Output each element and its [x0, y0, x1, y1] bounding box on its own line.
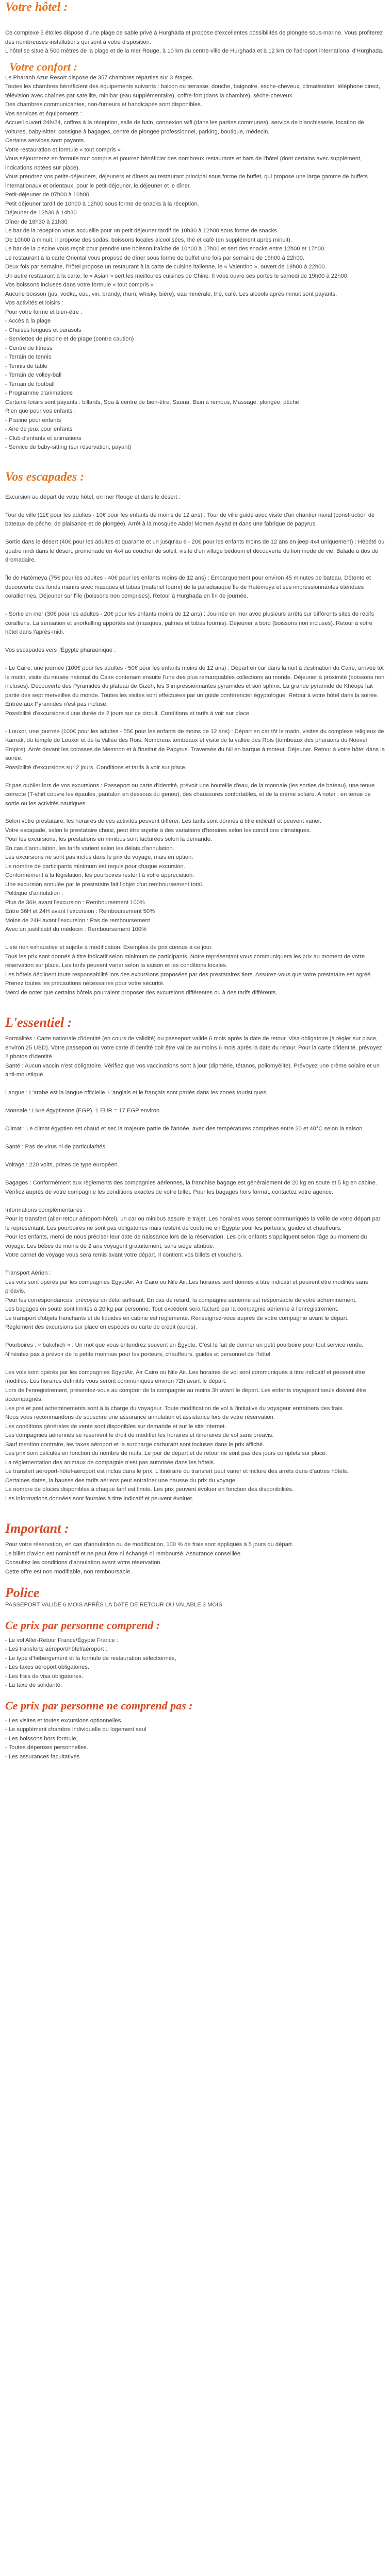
price-excludes-item: - Le supplément chambre individuelle ou logement seul	[5, 1726, 146, 1733]
room-detail-line: - Service de baby-sitting (sur réservation, payant)	[5, 444, 132, 450]
essentials-line: Pour les enfants, merci de nous préciser leur date de naissance lors de la réservation. Les prix enfants s'appliquent selon l'âge au moment du voyage. Les bébés de moins de 2 ans voyagent gratuitement, sans siège attribué.	[5, 1234, 367, 1249]
excursion-line	[5, 601, 386, 611]
room-detail-line: Aucune boisson (jus, vodka, eau, vin, brandy, rhum, whisky, bière), eau minérale, thé, café. Les alcools après minuit sont payants.	[5, 291, 337, 297]
essentials-line: Les bagages en soute sont limités à 20 kg par personne. Tout excédent sera facturé par la compagnie aérienne à l'enregistrement.	[5, 1306, 339, 1312]
essentials-line: Informations complémentaires :	[5, 1207, 86, 1213]
essentials-list	[5, 1035, 386, 1503]
excursion-info-line: Conformément à la législation, les pourboires restent à votre appréciation.	[5, 872, 194, 878]
hotel-location: L'hôtel se situe à 500 mètres de la plage et de la mer Rouge, à 10 km du centre-ville de Hurghada et à 12 km de l'aéroport international d'Hurghada.	[5, 48, 384, 54]
price-includes-item: - Les transferts aéroport/hôtel/aéroport :	[5, 1646, 107, 1652]
hotel-intro: Ce complexe 5 étoiles dispose d'une plage de sable privé à Hurghada et propose d'excellentes possibilités de plongée sous-marine. Vous profiterez des nombreuses installations qui sont à votre disposition.	[5, 30, 383, 45]
room-detail-line: - Terrain de volley-ball	[5, 372, 62, 378]
excursion-line: Vos escapades vers l'Égypte pharaonique :	[5, 647, 116, 653]
excursion-line: Possibilité d'excursions sur 2 jours. Conditions et tarifs à voir sur place.	[5, 764, 187, 771]
essentials-line: Pour le transfert (aller-retour aéroport-hôtel), un car ou minibus assure le trajet. Les horaires vous seront communiqués la veille de votre départ par le représentant. Les pourboires ne sont pas obligatoires mais restent de coutume en Égypte pour les porteurs, guides et chauffeurs.	[5, 1216, 381, 1231]
essentials-line: Formalités : Carte nationale d'identité (en cours de validité) ou passeport valide 6 mois après la date de retour. Visa obligatoire (à régler sur place, environ 25 USD). Votre passeport ou votre carte d'identité doit être valide au moins 6 mois après la date du retour. Pour la carte d'identité, prévoyez 2 photos d'identité.	[5, 1036, 382, 1060]
price-includes-item: - La taxe de solidarité.	[5, 1682, 62, 1688]
essentials-line: Nous vous recommandons de souscrire une assurance annulation et assistance lors de votre réservation.	[5, 1414, 275, 1420]
essentials-line: Pourboires : « bakchich » : Un mot que vous entendrez souvent en Égypte. C'est le fait de donner un petit pourboire pour tout service rendu. N'hésitez pas à prévoir de la petite monnaie pour les porteurs, chauffeurs, guides et personnel de l'hôtel.	[5, 1342, 364, 1358]
room-detail-line: Vos services et équipements :	[5, 110, 82, 117]
excursion-line	[5, 529, 386, 538]
police-title: Police	[5, 1585, 40, 1600]
room-detail-line: - Centre de fitness	[5, 345, 53, 351]
price-excludes-item: - Les boissons hors formule,	[5, 1735, 78, 1742]
essentials-line: Les conditions générales de vente sont disponibles sur demande et sur le site internet.	[5, 1423, 226, 1430]
price-excludes-list	[5, 1717, 386, 1762]
excursion-info-line: Avec un justificatif du médecin : Remboursement 100%	[5, 926, 147, 933]
room-detail-line: - Terrain de football	[5, 381, 55, 387]
essentials-line: Langue : L'arabe est la langue officielle. L'anglais et le français sont parlés dans les zones touristiques.	[5, 1090, 268, 1096]
essentials-line: Les informations données sont fournies à titre indicatif et peuvent évoluer.	[5, 1495, 194, 1502]
excursion-line	[5, 718, 386, 727]
excursion-info-line: Votre escapade, selon le prestataire choisi, peut être sujette à des variations d'horaires selon les conditions climatiques.	[5, 827, 311, 834]
essentials-line: Les prix sont calculés en fonction du nombre de nuits. Le jour de départ et de retour ne sont pas des jours complets sur place.	[5, 1450, 327, 1456]
essentials-line: Certaines dates, la hausse des tarifs aériens peut entraîner une hausse du prix du voyage.	[5, 1477, 237, 1484]
essentials-line	[5, 1332, 386, 1342]
excursion-line: Excursion au départ de votre hôtel, en mer Rouge et dans le désert :	[5, 494, 181, 500]
essentials-line	[5, 1098, 386, 1107]
essentials-line: Votre carnet de voyage vous sera remis avant votre départ. Il contient vos billets et vouchers.	[5, 1252, 243, 1258]
price-includes-list	[5, 1636, 386, 1690]
room-detail-line: Deux fois par semaine, l'hôtel propose un restaurant à la carte de cuisine italienne, le « Valentino », ouvert de 19h00 à 22h00.	[5, 264, 327, 270]
essentials-line: Bagages : Conformément aux règlements des compagnies aériennes, la franchise bagage est généralement de 20 kg en soute et 5 kg en cabine. Vérifiez auprès de votre compagnie les conditions exactes de votre billet. Pour les bagages hors format, contactez votre agence.	[5, 1180, 377, 1195]
essentials-line	[5, 1260, 386, 1269]
essentials-line: Les vols sont opérés par les compagnies EgyptAir, Air Cairo ou Nile Air. Les horaires de vol sont communiqués à titre indicatif et peuvent être modifiés. Les horaires définitifs vous seront communiqués environ 72h avant le départ.	[5, 1369, 365, 1384]
price-excludes-title: Ce prix par personne ne comprend pas :	[5, 1699, 193, 1712]
excursion-info-line: Politique d'annulation :	[5, 890, 63, 896]
essentials-line: Santé : Aucun vaccin n'est obligatoire. Vérifiez que vos vaccinations sont à jour (diphtérie, tétanos, poliomyélite). Prévoyez une crème solaire et un anti-moustique.	[5, 1062, 380, 1078]
room-detail-line: Vos activités et loisirs :	[5, 300, 63, 306]
room-section-title: Votre confort :	[9, 60, 77, 73]
price-excludes-item: - Les assurances facultatives	[5, 1753, 80, 1760]
essentials-line	[5, 1152, 386, 1161]
excursion-line: Et pas oublier lors de vos excursions : Passeport ou carte d'identité, prévoir une bouteille d'eau, de la monnaie (les sorties de bateau), une tenue correcte (T-shirt couvre les épaules, pantalon en dessous du genou), des chaussures confortables, et de la crème solaire. A noter : en tenue de sortie ou les activités nautiques.	[5, 782, 375, 807]
excursion-list	[5, 493, 386, 809]
room-detail-line: Pour votre forme et bien-être :	[5, 309, 83, 315]
price-includes-title: Ce prix par personne comprend :	[5, 1618, 160, 1632]
price-includes-item: - Le vol Aller-Retour France/Égypte France :	[5, 1637, 118, 1643]
room-detail-line: Toutes les chambres bénéficient des équipements suivants : balcon ou terrasse, douche, baignoire, sèche-cheveux, climatisation, téléphone direct, télévision avec chaînes par satellite, minibar (eau supplémentaire), coffre-fort (dans la chambre), sèche-cheveux.	[5, 83, 380, 99]
excursion-line: Sortie dans le désert (40€ pour les adultes et quarante et un jusqu'au 6 - 20€ pour les enfants moins de 12 ans en jeep 4x4 uniquement) : Hébété ou quatre rindi dans le désert, promenade en 4x4 au coucher de soleil, visite d'un village bédouin et découverte du lion mode de vie. Balade à dos de dromadaire.	[5, 539, 385, 563]
price-includes-item: - Le type d'hébergement et la formule de restauration sélectionnés,	[5, 1655, 176, 1662]
room-detail-line: Certains services sont payants.	[5, 138, 86, 144]
room-detail-line: - Piscine pour enfants	[5, 417, 61, 423]
essentials-line	[5, 1359, 386, 1368]
excursion-line	[5, 772, 386, 782]
essentials-title: L'essentiel :	[5, 1015, 72, 1030]
room-detail-line: Dîner de 18h30 à 21h30	[5, 218, 68, 225]
excursion-info-line: Le nombre de participants minimum est requis pour chaque excursion.	[5, 863, 185, 870]
room-detail-line: Rien que pour vos enfants :	[5, 408, 76, 414]
excursion-line	[5, 502, 386, 511]
essentials-line: Les pré et post acheminements sont à la charge du voyageur. Toute modification de vol à l'initiative du voyageur entraînera des frais.	[5, 1405, 344, 1412]
excursion-info-line: Tous les prix sont donnés à titre indicatif selon minimum de participants. Notre représentant vous communiquera les prix au moment de votre réservation sur place. Les tarifs peuvent varier selon la saison et les conditions locales.	[5, 953, 365, 969]
essentials-line	[5, 1134, 386, 1143]
essentials-line: Voltage : 220 volts, prises de type européen.	[5, 1162, 119, 1168]
room-detail-line: - Programme d'animations	[5, 390, 73, 396]
essentials-line	[5, 1170, 386, 1179]
excursion-line	[5, 565, 386, 574]
room-detail-line: - Club d'enfants et animations	[5, 435, 82, 442]
essentials-line	[5, 1116, 386, 1125]
room-detail-line: Le bar de la réception vous accueille pour un petit déjeuner tardif de 10h30 à 12h00 sous forme de snacks.	[5, 228, 279, 234]
essentials-line: Climat : Le climat égyptien est chaud et sec la majeure partie de l'année, avec des températures comprises entre 20 et 40°C selon la saison.	[5, 1126, 364, 1132]
room-detail-line: - Aire de jeux pour enfants	[5, 426, 73, 432]
room-detail-line: Le bar de la piscine vous reçoit pour prendre une boisson fraîche de 10h00 à 17h00 et sert des snacks entre 12h00 et 17h00.	[5, 246, 326, 252]
excursion-info-line: Selon votre prestataire, les horaires de ces activités peuvent différer. Les tarifs sont donnés à titre indicatif et peuvent varier.	[5, 818, 321, 824]
room-detail-line: Vos boissons incluses dans votre formule « tout compris » :	[5, 282, 157, 288]
essentials-line: Les vols sont opérés par les compagnies EgyptAir, Air Cairo ou Nile Air. Les horaires sont donnés à titre indicatif et peuvent être modifiés sans préavis.	[5, 1279, 368, 1294]
excursion-info-line: Plus de 36H avant l'excursion : Remboursement 100%	[5, 899, 145, 906]
excursion-info-line: Une excursion annulée par le prestataire fait l'objet d'un remboursement total.	[5, 881, 204, 888]
room-detail-line: Votre restauration et formule « tout compris » :	[5, 146, 124, 153]
excursion-info-line: Merci de noter que certains hôtels pourraient proposer des excursions différentes ou à des tarifs différents.	[5, 989, 278, 996]
excursion-line: - Le Caire, une journée (100€ pour les adultes - 50€ pour les enfants moins de 12 ans) : Départ en car dans la nuit à destination du Caire, arrivée tôt le matin, visite du musée national du Caire contenant ensuite l'une des plus remarquables collections au monde. Déjeuner à proximité (boissons non incluses). Découverte des Pyramides du plateau de Gizeh, les 3 impressionnantes pyramides et son sphinx. La grande pyramide de Khéops fait partie des sept merveilles du monde. Toutes les visites sont effectuées par un guide conférencier égyptologue. Retour à votre hôtel dans la soirée.	[5, 665, 385, 699]
excursion-line	[5, 655, 386, 665]
essentials-line: Lors de l'enregistrement, présentez-vous au comptoir de la compagnie au moins 3h avant le départ. Les enfants voyageant seuls doivent être accompagnés.	[5, 1387, 366, 1402]
room-details	[5, 74, 386, 452]
room-detail-line: - Chaises longues et parasols	[5, 327, 82, 333]
excursion-line: - Sortie en mer (30€ pour les adultes - 20€ pour les enfants moins de 12 ans) : Journée en mer avec plusieurs arrêts sur différents sites de récifs coralliens. La sensation et snorkelling apportés est (masques, palmes et tubas fournis). Déjeuner à bord (boissons non incluses). Retour à votre hôtel dans l'après-midi.	[5, 611, 374, 635]
room-detail-line: Certains loisirs sont payants : billards, Spa & centre de bien-être, Sauna, Bain à remous, Massage, plongée, pêche	[5, 399, 299, 405]
essentials-line: Pour les correspondances, prévoyez un délai suffisant. En cas de retard, la compagnie aérienne est responsable de votre acheminement.	[5, 1297, 357, 1303]
room-detail-line: - Serviettes de piscine et de plage (contre caution)	[5, 336, 134, 342]
excursion-line: Île de Hatémeya (75€ pour les adultes - 40€ pour les enfants moins de 12 ans) : Embarquement pour environ 45 minutes de bateau. Détente et découverte des fonds marins avec masques et tubas (matériel fourni) de la paradisiaque Île de Hatémeya et ses impressionnantes étendues coralliennes. Déjeuner sur l'île (boissons non comprises). Retour à Hurghada en fin de journée.	[5, 575, 371, 599]
excursion-info-line: Les hôtels déclinent toute responsabilité lors des excursions proposées par des prestataires tiers. Assurez-vous que votre prestataire est agréé. Prenez toutes les précautions nécessaires pour votre sécurité.	[5, 971, 372, 987]
excursion-line: Tour de ville (11€ pour les adultes - 10€ pour les enfants de moins de 12 ans) : Tour de ville guidé avec visite d'un chantier naval (construction de bateaux de pêche, de plaisance et de plongée). Arrêt à la mosquée Abdel Momen Ayyad et dans une fabrique de papyrus.	[5, 512, 375, 527]
essentials-line: Santé : Pas de virus ni de particularités.	[5, 1144, 107, 1150]
excursion-info-line: Entre 36H et 24H avant l'excursion : Remboursement 50%	[5, 908, 155, 914]
price-excludes-item: - Les visites et toutes excursions optionnelles.	[5, 1717, 123, 1724]
excursion-line: - Louxor, une journée (100€ pour les adultes - 55€ pour les enfants de moins de 12 ans) : Départ en car tôt le matin, visites du complexe religieux de Karnak, du temple de Louxor et de la Vallée des Rois. Nombreux tombeaux et visite de la vallée des Rois (tombeaux des pharaons du Nouvel Empire). Arrêt devant les colosses de Memnon et à l'institut de Papyrus. Traversée du Nil en barque à moteur. Déjeuner. Retour à votre hôtel dans la soirée.	[5, 728, 385, 761]
essentials-line: La réglementation des animaux de compagnie n'est pas autorisée dans les hôtels.	[5, 1459, 216, 1466]
excursion-info-line: Liste non exhaustive et sujette à modification. Exemples de prix connus à ce jour.	[5, 944, 213, 951]
excursion-info	[5, 817, 386, 997]
essentials-line: Transport Aérien :	[5, 1270, 51, 1276]
excursion-info-line	[5, 935, 386, 944]
police-line: PASSEPORT VALIDE 6 MOIS APRÈS LA DATE DE RETOUR OU VALABLE 3 MOIS	[5, 1602, 222, 1608]
room-detail-line: - Tennis de table	[5, 363, 47, 369]
room-detail-line: Un autre restaurant à la carte, le « Asian » sert les meilleures cuisines de Chine. Il vous ouvre ses portes le samedi de 19h00 à 22h00.	[5, 273, 349, 279]
essentials-line: Les compagnies aériennes se réservent le droit de modifier les horaires et itinéraires de vol sans préavis.	[5, 1432, 274, 1438]
important-line: Consultez les conditions d'annulation avant votre réservation.	[5, 1560, 162, 1566]
essentials-line: Le transport d'objets tranchants et de liquides en cabine est réglementé. Renseignez-vous auprès de votre compagnie avant le départ.	[5, 1315, 349, 1321]
excursion-info-line: Pour les excursions, les prestations en minibus sont facturées selon la demande.	[5, 836, 213, 842]
room-detail-line: - Accès à la plage	[5, 318, 51, 324]
excursion-info-line: Les excursions ne sont pas inclus dans le prix du voyage, mais en option.	[5, 854, 193, 860]
essentials-line: Monnaie : Livre égyptienne (EGP). 1 EUR = 17 EGP environ.	[5, 1108, 161, 1114]
excursion-info-line: Moins de 24H avant l'excursion : Pas de remboursement	[5, 917, 150, 924]
room-detail-line: Le Pharaoh Azur Resort dispose de 357 chambres réparties sur 3 étages.	[5, 74, 194, 81]
important-list	[5, 1540, 386, 1577]
essentials-line: Le nombre de places disponibles à chaque tarif est limité. Les prix peuvent évoluer en fonction des disponibilités.	[5, 1486, 294, 1493]
stops-section-title: Vos escapades :	[5, 470, 85, 484]
room-detail-line: De 10h00 à minuit, il propose des sodas, boissons locales alcoolisées, thé et café (en supplément après minuit).	[5, 236, 292, 243]
excursion-info-line: En cas d'annulation, les tarifs varient selon les délais d'annulation.	[5, 845, 174, 852]
essentials-line: Le transfert aéroport-hôtel-aéroport est inclus dans le prix. L'itinéraire du transfert peut varier et inclure des arrêts dans d'autres hôtels.	[5, 1468, 349, 1475]
room-detail-line: - Terrain de tennis	[5, 354, 52, 360]
room-detail-line: Des chambres communicantes, non-fumeurs et handicapés sont disponibles.	[5, 101, 202, 108]
essentials-line: Règlement des excursions sur place en espèces ou carte de crédit (euros).	[5, 1324, 197, 1330]
room-detail-line: Accueil ouvert 24h/24, coffres à la réception, salle de bain, connexion wifi (dans les parties communes), service de blanchisserie, location de voitures, baby-sitter, consigne à bagages, centre de plongée professionnel, parking, boutique, médecin.	[5, 120, 364, 135]
room-detail-line: Vous séjournerez en formule tout compris et pourrez bénéficier des nombreux restaurants et bars de l'hôtel (dont certains avec supplément, indications notées sur place).	[5, 156, 362, 171]
room-detail-line: Petit-déjeuner de 07h00 à 10h00	[5, 192, 89, 198]
excursion-line	[5, 637, 386, 647]
excursion-line: Possibilité d'excursions d'une durée de 2 jours sur ce circuit. Conditions et tarifs à voir sur place.	[5, 710, 251, 717]
room-detail-line: Déjeuner de 12h30 à 14h30	[5, 210, 77, 216]
essentials-line	[5, 1080, 386, 1089]
essentials-line: Sauf mention contraire, les taxes aéroport et la surcharge carburant sont incluses dans le prix affiché.	[5, 1441, 265, 1448]
important-line: Cette offre est non modifiable, non remboursable.	[5, 1568, 132, 1575]
room-detail-line: Le restaurant à la carte Oriental vous propose de dîner sous forme de buffet une fois par semaine de 19h00 à 22h00.	[5, 255, 305, 261]
essentials-line	[5, 1197, 386, 1206]
room-detail-line: Petit déjeuner tardif de 10h00 à 12h00 sous forme de snacks à la réception.	[5, 200, 199, 207]
excursion-line: Entrée aux Pyramides n'est pas incluse.	[5, 701, 108, 707]
important-line: Pour votre réservation, en cas d'annulation ou de modification, 100 % de frais sont appliqués à 5 jours du départ.	[5, 1541, 294, 1548]
important-title: Important :	[5, 1521, 69, 1536]
room-detail-line: Vous prendrez vos petits-déjeuners, déjeuners et dîners au restaurant principal sous forme de buffet, qui propose une large gamme de buffets internationaux et orientaux, pour le petit-déjeuner, le déjeuner et le dîner.	[5, 174, 368, 189]
price-excludes-item: - Toutes dépenses personnelles.	[5, 1744, 88, 1751]
hotel-section-title: Votre hôtel :	[5, 1, 68, 14]
important-line: Le billet d'avion est nominatif et ne peut être ni échangé ni remboursé. Assurance conseillée.	[5, 1550, 242, 1557]
price-includes-item: - Les taxes aéroport obligatoires.	[5, 1664, 89, 1670]
price-includes-item: - Les frais de visa obligatoires.	[5, 1673, 84, 1680]
